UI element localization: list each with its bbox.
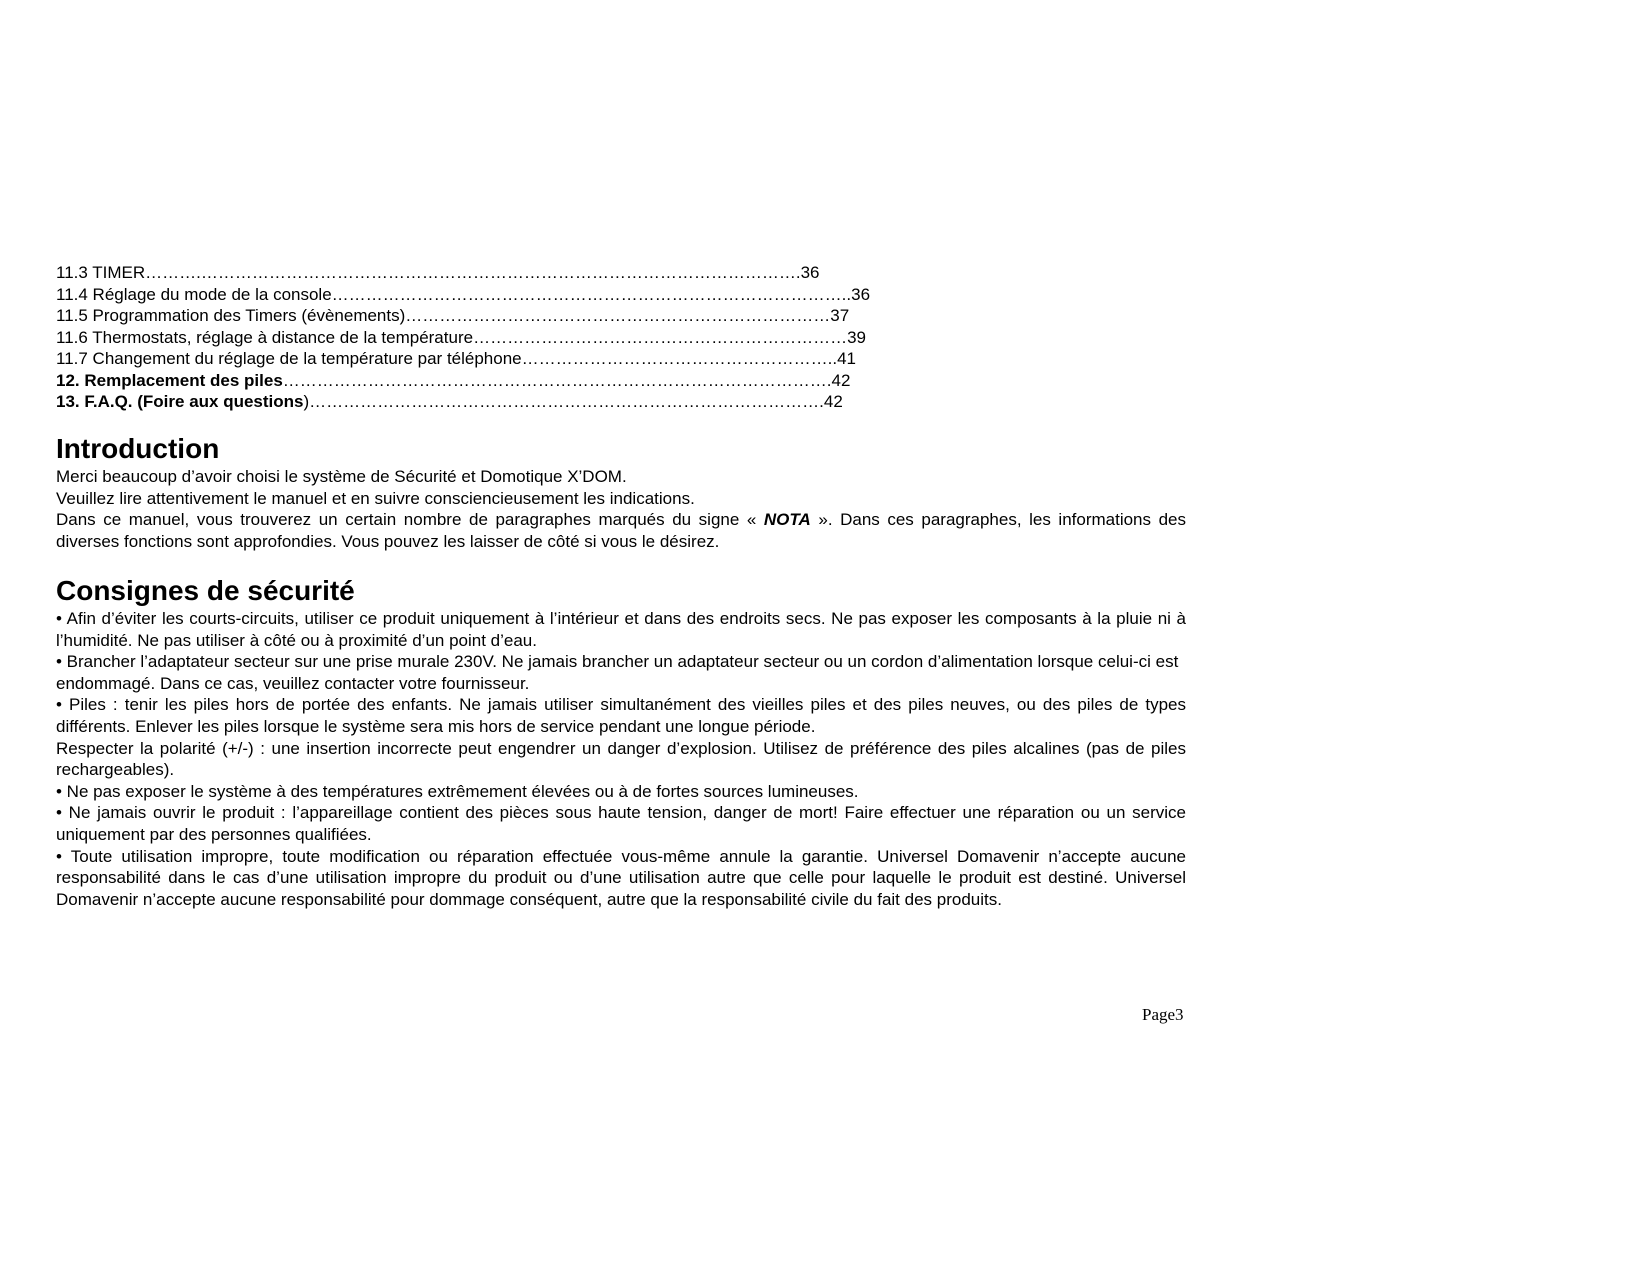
table-of-contents (56, 262, 936, 413)
intro-text: Dans ce manuel, vous trouverez un certain nombre de paragraphes marqués du signe « (56, 510, 764, 530)
toc-entry (56, 327, 936, 349)
toc-entry-leader: ……………………………………………………………………………….. (331, 284, 852, 304)
toc-entry-page: 37 (830, 306, 850, 325)
toc-entry-label: 11.5 Programmation des Timers (évènements) (56, 306, 406, 325)
nota-keyword: NOTA (763, 510, 811, 530)
toc-entry-label: 11.7 Changement du réglage de la température par téléphone (56, 349, 522, 368)
toc-entry (56, 348, 936, 370)
intro-paragraph: Veuillez lire attentivement le manuel et en suivre consciencieusement les indications. (56, 488, 695, 508)
toc-entry-leader: ………………………………………………………………… (405, 306, 831, 325)
toc-entry (56, 284, 936, 306)
safety-paragraph: • Toute utilisation impropre, toute modification ou réparation effectuée vous-même annule la garantie. Universel Domavenir n’accepte aucune responsabilité dans le cas d’une utilisation impropre du produit ou d’une utilisation autre que celle pour laquelle le produit est destiné. Universel Domavenir n’accepte aucune responsabilité pour dommage conséquent, autre que la responsabilité civile du fait des produits. (56, 846, 1186, 909)
toc-entry-page: 42 (831, 370, 851, 390)
safety-paragraph: Respecter la polarité (+/-) : une insertion incorrecte peut engendrer un danger d’explosion. Utilisez de préférence des piles alcalines (pas de piles rechargeables). (56, 738, 1186, 780)
toc-entry-page: .36 (795, 263, 820, 282)
toc-entry (56, 370, 936, 392)
toc-entry (56, 305, 936, 327)
toc-entry-label: 11.4 Réglage du mode de la console (56, 284, 332, 304)
intro-text: ». Dans ces paragraphes, les informations des diverses fonctions sont approfondies. Vous pouvez les laisser de côté si vous le désirez. (56, 510, 1186, 551)
toc-entry-page: 36 (851, 284, 871, 304)
safety-section (56, 574, 1186, 910)
safety-paragraph: • Afin d’éviter les courts-circuits, utiliser ce produit uniquement à l’intérieur et dans des endroits secs. Ne pas exposer les composants à la pluie ni à l’humidité. Ne pas utiliser à côté ou à proximité d’un point d’eau. (56, 609, 1186, 650)
page-number: Page3 (1142, 1005, 1184, 1024)
toc-entry (56, 262, 936, 284)
toc-entry-label: 11.3 TIMER (56, 263, 146, 282)
toc-entry (56, 391, 936, 413)
toc-entry-label: 11.6 Thermostats, réglage à distance de la température (56, 327, 474, 347)
introduction-section (56, 432, 1186, 552)
toc-entry-leader: ………………………………………………. (521, 349, 833, 368)
safety-paragraph: • Brancher l’adaptateur secteur sur une prise murale 230V. Ne jamais brancher un adaptateur secteur ou un cordon d’alimentation lorsque celui-ci est endommagé. Dans ce cas, veuillez contacter votre fournisseur. (56, 652, 1179, 693)
intro-paragraph: Merci beaucoup d’avoir choisi le système de Sécurité et Domotique X’DOM. (56, 467, 627, 486)
intro-nota-paragraph (56, 509, 1186, 552)
safety-paragraph: • Piles : tenir les piles hors de portée des enfants. Ne jamais utiliser simultanément des vieilles piles et des piles neuves, ou des piles de types différents. Enlever les piles lorsque le système sera mis hors de service pendant une longue période. (56, 695, 1186, 736)
toc-entry-leader: ……………………………………………………………………………………. (282, 370, 832, 390)
toc-entry-page: .41 (832, 349, 856, 368)
toc-entry-page: 42 (823, 392, 843, 411)
safety-paragraph: • Ne jamais ouvrir le produit : l’appareillage contient des pièces sous haute tension, danger de mort! Faire effectuer une réparation ou un service uniquement par des personnes qualifiées. (56, 803, 1186, 844)
safety-heading: Consignes de sécurité (56, 575, 355, 606)
toc-entry-label: 13. F.A.Q. (Foire aux questions (56, 392, 304, 411)
toc-entry-leader: )………………………………………………………………………………. (303, 392, 824, 411)
introduction-heading: Introduction (56, 433, 220, 464)
safety-paragraph: • Ne pas exposer le système à des températures extrêmement élevées ou à de fortes sources lumineuses. (56, 781, 859, 801)
toc-entry-label: 12. Remplacement des piles (56, 370, 283, 390)
toc-entry-leader: ……….…………………………………………………………………………………………… (145, 263, 796, 282)
toc-entry-page: 39 (847, 327, 866, 347)
toc-entry-leader: ………………………………………………………… (473, 327, 848, 347)
